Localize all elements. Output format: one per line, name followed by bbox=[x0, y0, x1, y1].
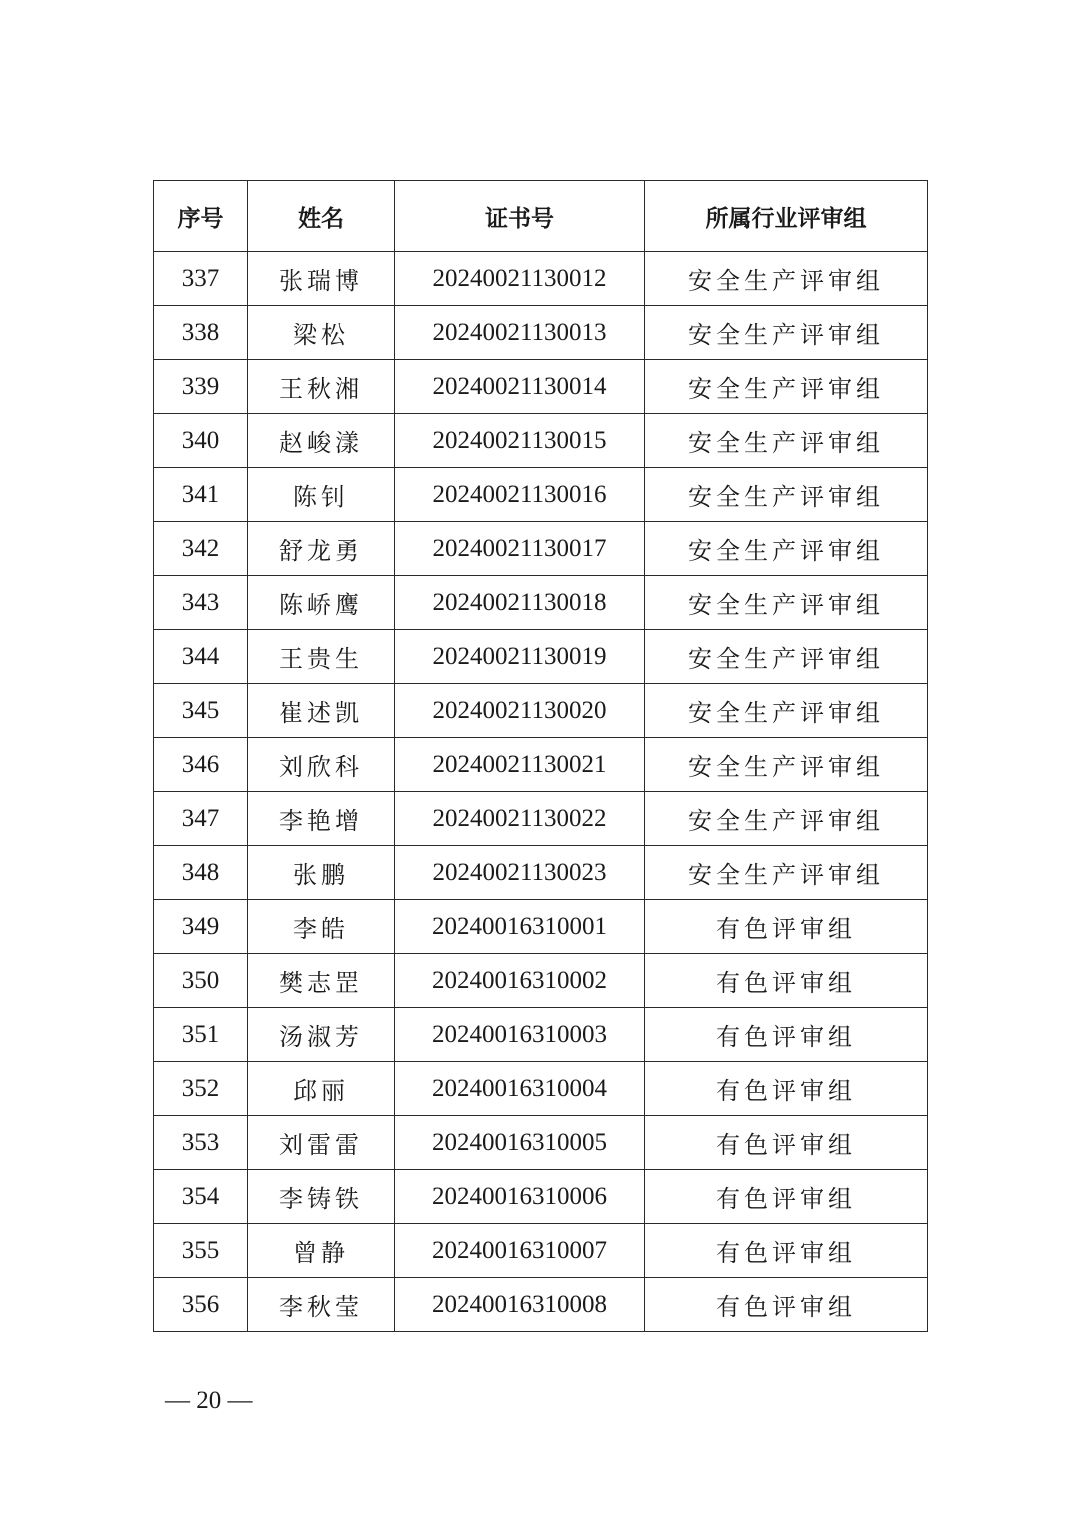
name-cell: 赵峻漾 bbox=[248, 414, 395, 468]
table-row bbox=[154, 1170, 928, 1224]
table-row bbox=[154, 684, 928, 738]
seq-cell: 347 bbox=[154, 792, 248, 846]
group-cell: 安全生产评审组 bbox=[645, 738, 928, 792]
group-cell: 安全生产评审组 bbox=[645, 252, 928, 306]
cert-cell: 20240021130021 bbox=[395, 738, 645, 792]
seq-cell: 350 bbox=[154, 954, 248, 1008]
group-cell: 安全生产评审组 bbox=[645, 468, 928, 522]
table-row bbox=[154, 630, 928, 684]
table-row bbox=[154, 792, 928, 846]
cert-cell: 20240016310004 bbox=[395, 1062, 645, 1116]
table-row bbox=[154, 414, 928, 468]
seq-cell: 341 bbox=[154, 468, 248, 522]
header-row bbox=[154, 181, 928, 252]
seq-cell: 355 bbox=[154, 1224, 248, 1278]
seq-cell: 346 bbox=[154, 738, 248, 792]
name-cell: 王贵生 bbox=[248, 630, 395, 684]
cert-cell: 20240016310002 bbox=[395, 954, 645, 1008]
cert-cell: 20240021130020 bbox=[395, 684, 645, 738]
name-cell: 梁松 bbox=[248, 306, 395, 360]
group-cell: 安全生产评审组 bbox=[645, 846, 928, 900]
cert-cell: 20240021130015 bbox=[395, 414, 645, 468]
certificate-table bbox=[153, 180, 928, 1332]
group-cell: 安全生产评审组 bbox=[645, 792, 928, 846]
group-cell: 安全生产评审组 bbox=[645, 414, 928, 468]
name-cell: 刘雷雷 bbox=[248, 1116, 395, 1170]
table-row bbox=[154, 738, 928, 792]
seq-cell: 337 bbox=[154, 252, 248, 306]
page-number: — 20 — bbox=[165, 1387, 253, 1414]
group-cell: 安全生产评审组 bbox=[645, 306, 928, 360]
certificate-table-container bbox=[153, 180, 927, 1332]
seq-cell: 338 bbox=[154, 306, 248, 360]
name-cell: 张鹏 bbox=[248, 846, 395, 900]
cert-cell: 20240016310008 bbox=[395, 1278, 645, 1332]
name-cell: 张瑞博 bbox=[248, 252, 395, 306]
table-row bbox=[154, 1062, 928, 1116]
group-cell: 安全生产评审组 bbox=[645, 360, 928, 414]
group-cell: 有色评审组 bbox=[645, 900, 928, 954]
seq-cell: 351 bbox=[154, 1008, 248, 1062]
cert-cell: 20240021130018 bbox=[395, 576, 645, 630]
cert-cell: 20240021130016 bbox=[395, 468, 645, 522]
seq-cell: 354 bbox=[154, 1170, 248, 1224]
group-cell: 安全生产评审组 bbox=[645, 630, 928, 684]
group-cell: 有色评审组 bbox=[645, 1062, 928, 1116]
cert-cell: 20240016310006 bbox=[395, 1170, 645, 1224]
name-cell: 李艳增 bbox=[248, 792, 395, 846]
table-body bbox=[154, 252, 928, 1332]
table-row bbox=[154, 522, 928, 576]
cert-cell: 20240021130014 bbox=[395, 360, 645, 414]
name-cell: 崔述凯 bbox=[248, 684, 395, 738]
cert-cell: 20240016310001 bbox=[395, 900, 645, 954]
table-row bbox=[154, 954, 928, 1008]
name-cell: 曾静 bbox=[248, 1224, 395, 1278]
table-row bbox=[154, 846, 928, 900]
name-cell: 汤淑芳 bbox=[248, 1008, 395, 1062]
name-cell: 舒龙勇 bbox=[248, 522, 395, 576]
group-cell: 有色评审组 bbox=[645, 1278, 928, 1332]
seq-cell: 356 bbox=[154, 1278, 248, 1332]
group-cell: 有色评审组 bbox=[645, 1008, 928, 1062]
name-cell: 李皓 bbox=[248, 900, 395, 954]
name-cell: 李秋莹 bbox=[248, 1278, 395, 1332]
table-row bbox=[154, 360, 928, 414]
table-row bbox=[154, 576, 928, 630]
table-row bbox=[154, 1008, 928, 1062]
group-cell: 有色评审组 bbox=[645, 1170, 928, 1224]
cert-cell: 20240021130013 bbox=[395, 306, 645, 360]
table-row bbox=[154, 1224, 928, 1278]
seq-cell: 340 bbox=[154, 414, 248, 468]
seq-cell: 352 bbox=[154, 1062, 248, 1116]
name-cell: 陈钊 bbox=[248, 468, 395, 522]
group-cell: 有色评审组 bbox=[645, 1116, 928, 1170]
header-group: 所属行业评审组 bbox=[645, 181, 928, 252]
cert-cell: 20240016310003 bbox=[395, 1008, 645, 1062]
table-row bbox=[154, 252, 928, 306]
cert-cell: 20240021130022 bbox=[395, 792, 645, 846]
name-cell: 李铸铁 bbox=[248, 1170, 395, 1224]
seq-cell: 348 bbox=[154, 846, 248, 900]
name-cell: 樊志罡 bbox=[248, 954, 395, 1008]
cert-cell: 20240021130012 bbox=[395, 252, 645, 306]
seq-cell: 343 bbox=[154, 576, 248, 630]
name-cell: 王秋湘 bbox=[248, 360, 395, 414]
group-cell: 安全生产评审组 bbox=[645, 576, 928, 630]
seq-cell: 349 bbox=[154, 900, 248, 954]
seq-cell: 345 bbox=[154, 684, 248, 738]
cert-cell: 20240021130017 bbox=[395, 522, 645, 576]
group-cell: 有色评审组 bbox=[645, 954, 928, 1008]
group-cell: 安全生产评审组 bbox=[645, 684, 928, 738]
header-name: 姓名 bbox=[248, 181, 395, 252]
seq-cell: 353 bbox=[154, 1116, 248, 1170]
table-row bbox=[154, 1278, 928, 1332]
name-cell: 陈峤鹰 bbox=[248, 576, 395, 630]
name-cell: 刘欣科 bbox=[248, 738, 395, 792]
group-cell: 安全生产评审组 bbox=[645, 522, 928, 576]
name-cell: 邱丽 bbox=[248, 1062, 395, 1116]
table-row bbox=[154, 306, 928, 360]
header-seq: 序号 bbox=[154, 181, 248, 252]
cert-cell: 20240016310007 bbox=[395, 1224, 645, 1278]
table-header bbox=[154, 181, 928, 252]
table-row bbox=[154, 900, 928, 954]
group-cell: 有色评审组 bbox=[645, 1224, 928, 1278]
table-row bbox=[154, 468, 928, 522]
cert-cell: 20240016310005 bbox=[395, 1116, 645, 1170]
table-row bbox=[154, 1116, 928, 1170]
seq-cell: 342 bbox=[154, 522, 248, 576]
seq-cell: 344 bbox=[154, 630, 248, 684]
cert-cell: 20240021130023 bbox=[395, 846, 645, 900]
seq-cell: 339 bbox=[154, 360, 248, 414]
header-cert: 证书号 bbox=[395, 181, 645, 252]
cert-cell: 20240021130019 bbox=[395, 630, 645, 684]
